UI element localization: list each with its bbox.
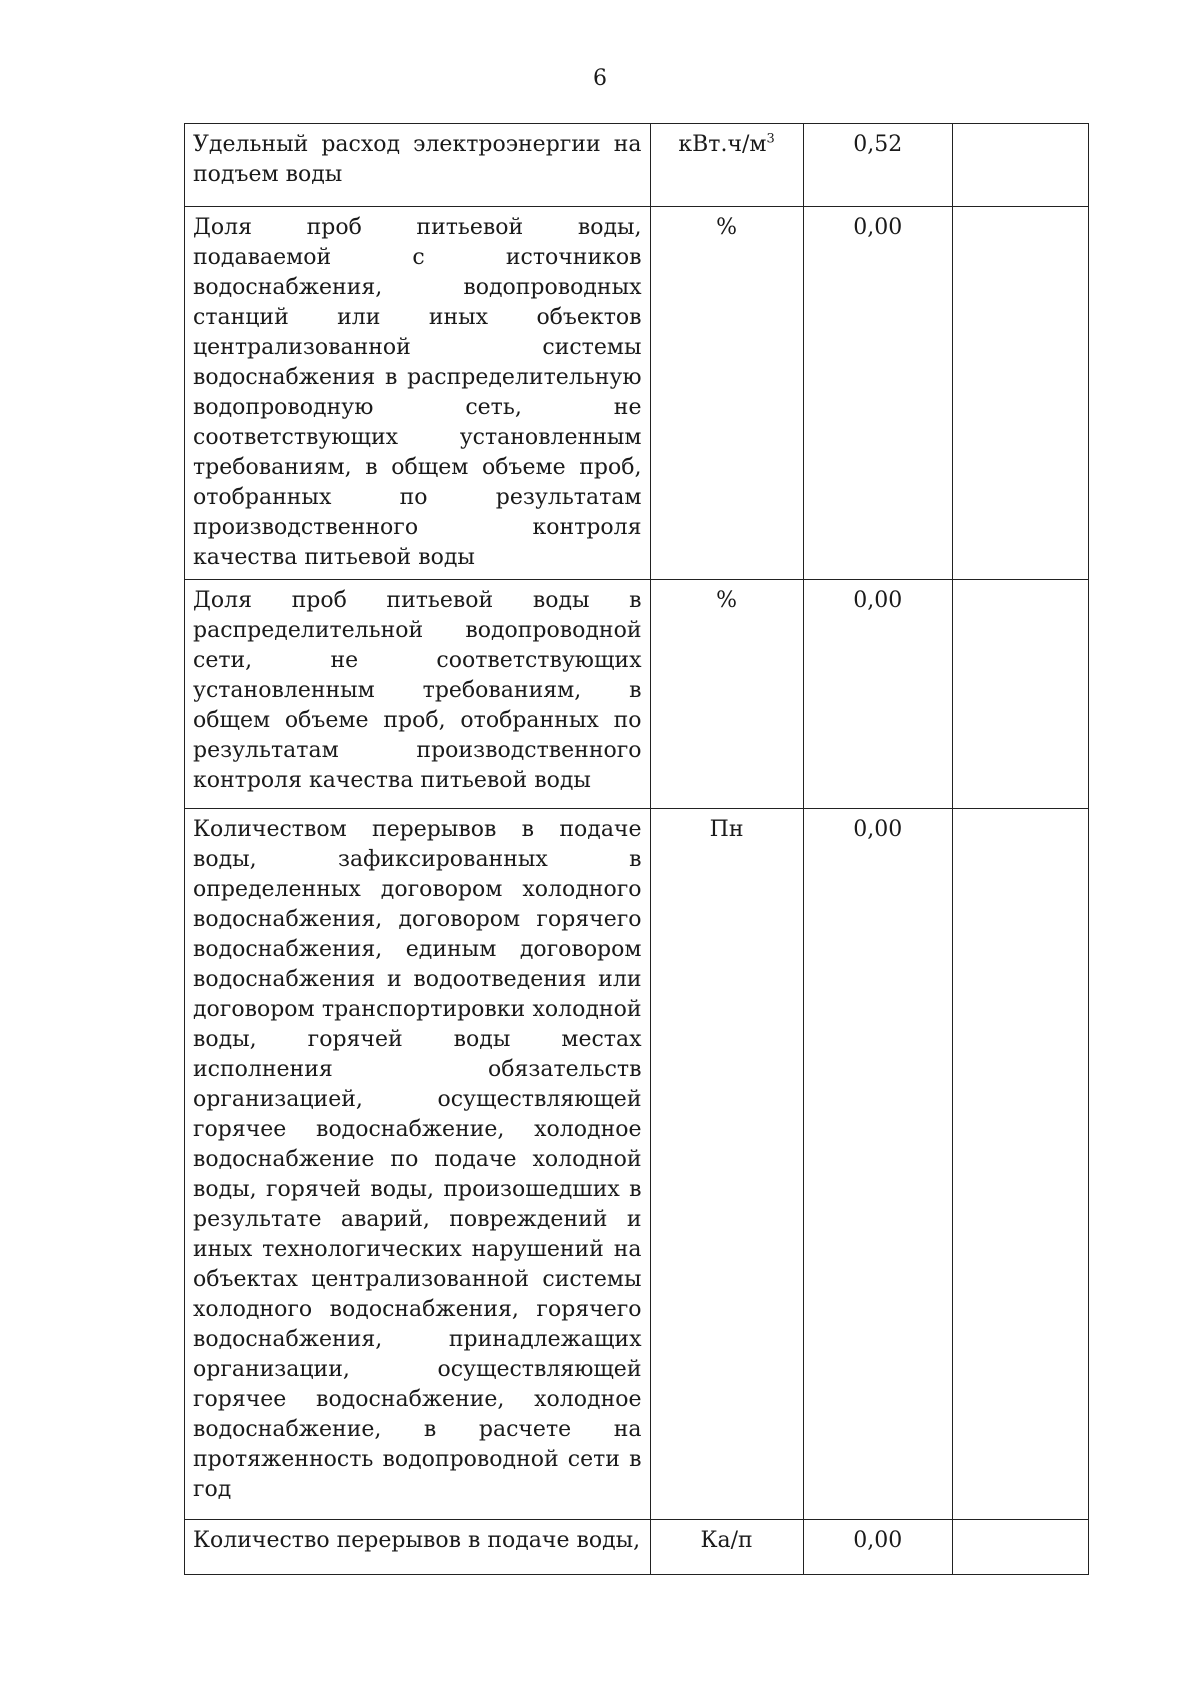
indicator-extra xyxy=(952,124,1088,207)
indicator-unit: % xyxy=(650,207,803,580)
indicator-unit: Ка/п xyxy=(650,1520,803,1575)
indicator-description: Удельный расход электроэнергии на подъем воды xyxy=(185,124,651,207)
indicator-unit: % xyxy=(650,580,803,809)
indicator-extra xyxy=(952,580,1088,809)
unit-text: кВт.ч/м xyxy=(678,132,767,157)
indicator-description: Доля проб питьевой воды, подаваемой с источников водоснабжения, водопроводных станций или иных объектов централизованной системы водоснабжения в распределительную водопроводную сеть, не соответствующих установленным требованиям, в общем объеме проб, отобранных по результатам производственного контроля качества питьевой воды xyxy=(185,207,651,580)
page-number: 6 xyxy=(593,66,607,91)
table-row xyxy=(185,809,1089,1520)
indicator-description: Доля проб питьевой воды в распределительной водопроводной сети, не соответствующих установленным требованиям, в общем объеме проб, отобранных по результатам производственного контроля качества питьевой воды xyxy=(185,580,651,809)
unit-superscript: 3 xyxy=(766,131,775,147)
indicator-value: 0,52 xyxy=(803,124,952,207)
indicator-description: Количество перерывов в подаче воды, xyxy=(185,1520,651,1575)
indicator-extra xyxy=(952,809,1088,1520)
indicator-value: 0,00 xyxy=(803,809,952,1520)
table-row xyxy=(185,124,1089,207)
indicator-value: 0,00 xyxy=(803,580,952,809)
indicator-extra xyxy=(952,207,1088,580)
indicator-unit: Пн xyxy=(650,809,803,1520)
indicators-table xyxy=(184,123,1089,1575)
indicator-unit xyxy=(650,124,803,207)
table-row xyxy=(185,1520,1089,1575)
indicator-value: 0,00 xyxy=(803,1520,952,1575)
indicator-extra xyxy=(952,1520,1088,1575)
table-row xyxy=(185,580,1089,809)
indicator-description: Количеством перерывов в подаче воды, зафиксированных в определенных договором холодного водоснабжения, договором горячего водоснабжения, единым договором водоснабжения и водоотведения или договором транспортировки холодной воды, горячей воды местах исполнения обязательств организацией, осуществляющей горячее водоснабжение, холодное водоснабжение по подаче холодной воды, горячей воды, произошедших в результате аварий, повреждений и иных технологических нарушений на объектах централизованной системы холодного водоснабжения, горячего водоснабжения, принадлежащих организации, осуществляющей горячее водоснабжение, холодное водоснабжение, в расчете на протяженность водопроводной сети в год xyxy=(185,809,651,1520)
indicator-value: 0,00 xyxy=(803,207,952,580)
table-row xyxy=(185,207,1089,580)
